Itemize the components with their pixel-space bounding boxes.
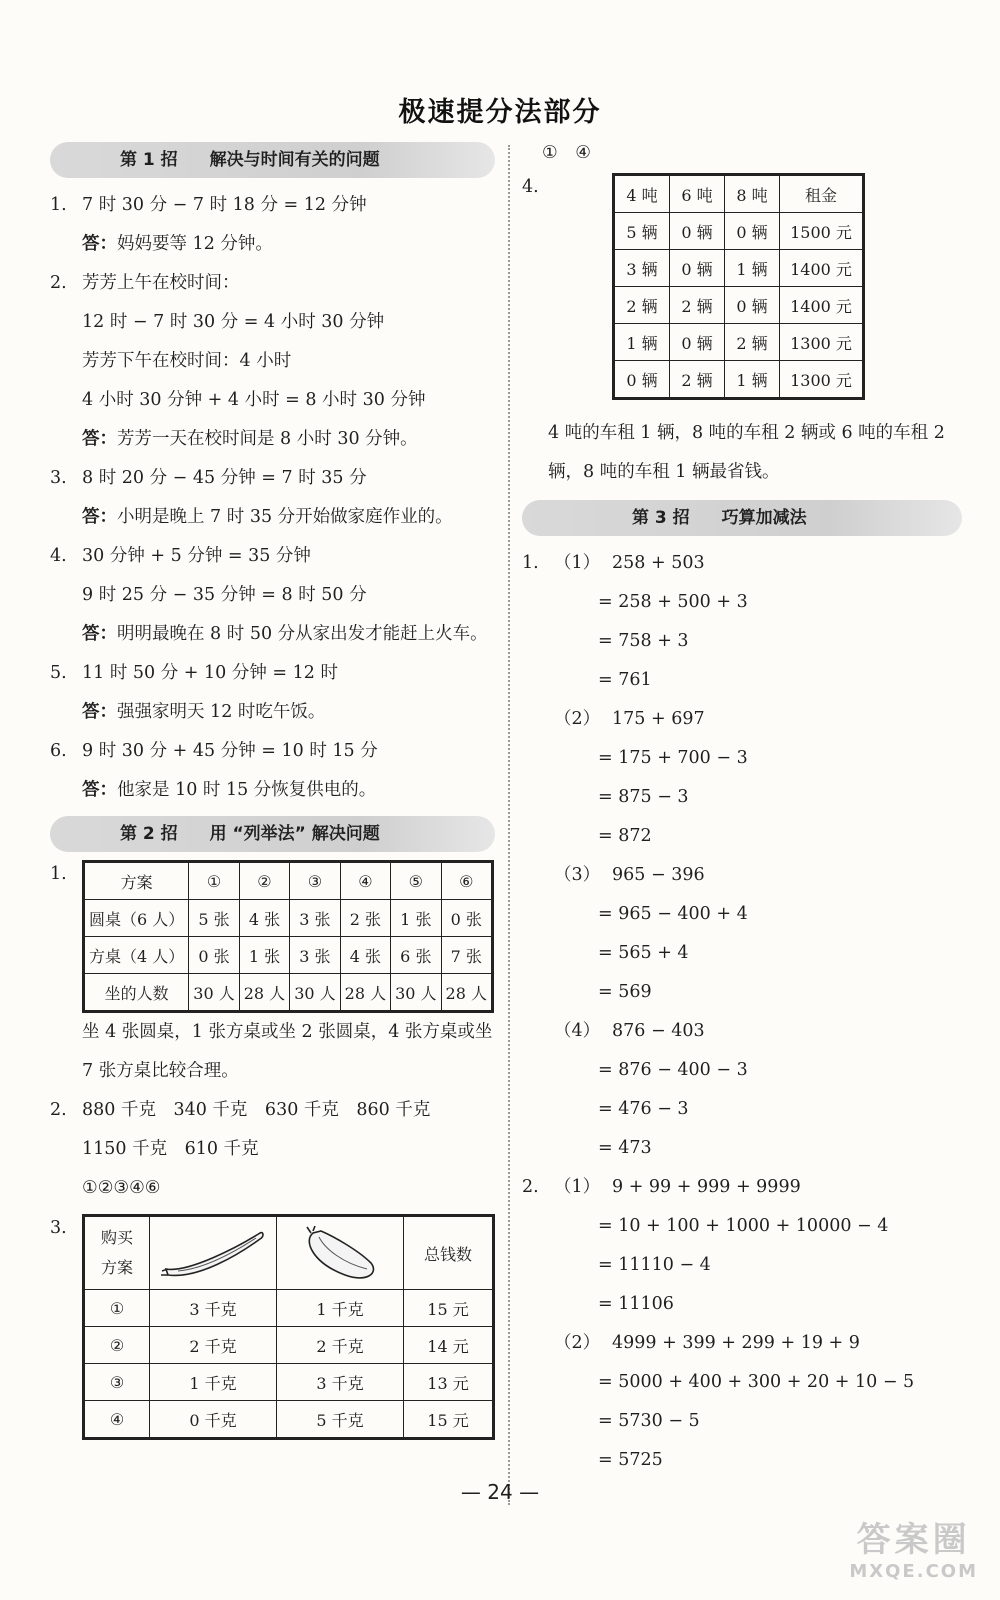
calc-step: = 758 + 3 — [598, 631, 689, 651]
table-cell: 0 千克 — [150, 1401, 277, 1439]
table-row — [614, 287, 864, 324]
table-cell: 1 辆 — [725, 361, 780, 399]
table-cell: 1 张 — [391, 900, 441, 937]
item-text: 芳芳上午在校时间： — [82, 273, 240, 293]
table-cell: 3 辆 — [614, 250, 670, 287]
table-cell: 1 辆 — [725, 250, 780, 287]
table-cell: 2 辆 — [725, 324, 780, 361]
item-number: 2. — [522, 1177, 539, 1197]
answer-prefix: 答： — [82, 507, 117, 527]
calc-step: = 5000 + 400 + 300 + 20 + 10 − 5 — [598, 1372, 915, 1392]
table-cell: 14 元 — [404, 1327, 494, 1364]
answer-text: 妈妈要等 12 分钟。 — [117, 234, 273, 254]
answer-text: 明明最晚在 8 时 50 分从家出发才能赶上火车。 — [117, 624, 488, 644]
answer-prefix: 答： — [82, 702, 117, 722]
table-cell: 2 千克 — [150, 1327, 277, 1364]
table-row — [84, 862, 493, 900]
item-number: 1. — [522, 553, 539, 573]
vegetable-table-rows — [84, 1290, 494, 1439]
calc-expression: 175 + 697 — [612, 709, 705, 729]
table-cell: 圆桌（6 人） — [84, 900, 189, 937]
table-row — [614, 324, 864, 361]
table-row — [84, 937, 493, 974]
section-label: 第 1 招 — [120, 150, 178, 170]
table-row — [614, 250, 864, 287]
table-cell: 7 张 — [441, 937, 492, 974]
table-cell: ⑤ — [391, 862, 441, 900]
truck-rental-table — [612, 173, 865, 400]
table-cell: ④ — [84, 1401, 150, 1439]
item-text: 8 时 20 分 − 45 分钟 = 7 时 35 分 — [82, 468, 367, 488]
vegetable-purchase-table — [82, 1214, 495, 1440]
calc-expression-line — [522, 1168, 962, 1207]
item-line — [50, 537, 495, 576]
item-line — [50, 654, 495, 693]
item-line: 12 时 − 7 时 30 分 = 4 小时 30 分钟 — [82, 312, 385, 332]
item-line — [50, 186, 495, 225]
table-cell: 5 千克 — [277, 1401, 404, 1439]
table-cell — [84, 1216, 150, 1290]
answer-line — [50, 693, 495, 732]
table-cell: 5 张 — [189, 900, 239, 937]
table-row — [84, 1327, 494, 1364]
table-cell: 15 元 — [404, 1290, 494, 1327]
q4-table-block — [522, 173, 962, 400]
calc-expression-line — [522, 700, 962, 739]
calc-expression: 876 − 403 — [612, 1021, 705, 1041]
table-row — [84, 974, 493, 1012]
table-cell: 2 辆 — [614, 287, 670, 324]
table-cell: 0 辆 — [725, 213, 780, 250]
table-cell: 0 辆 — [725, 287, 780, 324]
table-row — [614, 361, 864, 399]
calc-step: = 11106 — [598, 1294, 674, 1314]
calc-step: = 476 − 3 — [598, 1099, 689, 1119]
table-cell: 30 人 — [189, 974, 239, 1012]
table-cell: 5 辆 — [614, 213, 670, 250]
item-number: 5. — [50, 663, 67, 683]
q1-conclusion: 坐 4 张圆桌，1 张方桌或坐 2 张圆桌，4 张方桌或坐 7 张方桌比较合理。 — [82, 1022, 493, 1081]
answer-line — [50, 498, 495, 537]
column-divider — [508, 145, 510, 1505]
table-cell: 0 张 — [189, 937, 239, 974]
item-number: 2. — [50, 273, 67, 293]
table-cell: 28 人 — [441, 974, 492, 1012]
answer-prefix: 答： — [82, 234, 117, 254]
item-line — [50, 264, 495, 303]
table-row — [84, 1401, 494, 1439]
table-cell: 1300 元 — [780, 324, 864, 361]
watermark-url: MXQE.COM — [849, 1561, 978, 1582]
eggplant-icon — [295, 1223, 385, 1283]
answer-text: 强强家明天 12 时吃午饭。 — [117, 702, 326, 722]
table-cell: 1500 元 — [780, 213, 864, 250]
table-cell: 0 辆 — [614, 361, 670, 399]
table-cell: 2 辆 — [670, 361, 725, 399]
section-title: 解决与时间有关的问题 — [209, 150, 380, 170]
item-text: 30 分钟 + 5 分钟 = 35 分钟 — [82, 546, 311, 566]
table-cell: 28 人 — [239, 974, 289, 1012]
item-line — [50, 1091, 495, 1130]
item-number: 3. — [50, 468, 67, 488]
calc-expression-line — [522, 1012, 962, 1051]
item-number: 2. — [50, 1100, 67, 1120]
table-cell: ① — [189, 862, 239, 900]
answer-line — [50, 771, 495, 810]
table-cell: 4 吨 — [614, 175, 670, 213]
page-title: 极速提分法部分 — [398, 97, 602, 128]
answer-line — [50, 615, 495, 654]
table-cell: ② — [239, 862, 289, 900]
answer-text: 芳芳一天在校时间是 8 小时 30 分钟。 — [117, 429, 418, 449]
table-cell: ④ — [340, 862, 390, 900]
part-label: （3） — [554, 865, 601, 885]
table-cell: 坐的人数 — [84, 974, 189, 1012]
item-line — [50, 459, 495, 498]
item-number: 4. — [522, 177, 539, 197]
calc-step: = 10 + 100 + 1000 + 10000 − 4 — [598, 1216, 889, 1236]
part-label: （2） — [554, 1333, 601, 1353]
table-header-row — [84, 1216, 494, 1290]
calc-expression: 4999 + 399 + 299 + 19 + 9 — [612, 1333, 860, 1353]
calc-expression: 258 + 503 — [612, 553, 705, 573]
table-cell — [277, 1216, 404, 1290]
table-cell: ③ — [84, 1364, 150, 1401]
header-label: 购买 — [100, 1228, 133, 1247]
table-cell: 1400 元 — [780, 287, 864, 324]
watermark — [849, 1512, 978, 1582]
section-label: 第 3 招 — [632, 508, 690, 528]
table-cell: 30 人 — [391, 974, 441, 1012]
item-line: ①②③④⑥ — [82, 1178, 161, 1198]
table-cell: ⑥ — [441, 862, 492, 900]
table-cell: 0 辆 — [670, 213, 725, 250]
calc-step: = 565 + 4 — [598, 943, 689, 963]
answer-line — [50, 225, 495, 264]
calc-block — [522, 544, 962, 1480]
calc-step: = 761 — [598, 670, 652, 690]
calc-step: = 5725 — [598, 1450, 663, 1470]
table-cell: 15 元 — [404, 1401, 494, 1439]
item-number: 1. — [50, 195, 67, 215]
table-cell: 2 张 — [340, 900, 390, 937]
table-cell: 2 辆 — [670, 287, 725, 324]
calc-step: = 473 — [598, 1138, 652, 1158]
left-column — [50, 138, 495, 1440]
q4-conclusion: 4 吨的车租 1 辆，8 吨的车租 2 辆或 6 吨的车租 2 辆，8 吨的车租 1 辆最省钱。 — [548, 423, 945, 482]
calc-step: = 258 + 500 + 3 — [598, 592, 748, 612]
table-cell: ② — [84, 1327, 150, 1364]
calc-step: = 569 — [598, 982, 652, 1002]
item-line: 1150 千克 610 千克 — [82, 1139, 259, 1159]
table-cell: 2 千克 — [277, 1327, 404, 1364]
table-cell: 总钱数 — [404, 1216, 494, 1290]
item-line: 9 时 25 分 − 35 分钟 = 8 时 50 分 — [82, 585, 367, 605]
q3-table-block — [50, 1214, 495, 1440]
section-header-2 — [50, 816, 495, 852]
calc-step: = 875 − 3 — [598, 787, 689, 807]
answer-prefix: 答： — [82, 780, 117, 800]
table-cell: 3 张 — [290, 900, 340, 937]
table-row — [84, 1290, 494, 1327]
table-cell: 3 张 — [290, 937, 340, 974]
item-number: 3. — [50, 1218, 67, 1238]
calc-expression-line — [522, 856, 962, 895]
table-cell: 1300 元 — [780, 361, 864, 399]
item-text: 9 时 30 分 + 45 分钟 = 10 时 15 分 — [82, 741, 378, 761]
table-row — [614, 213, 864, 250]
calc-step: = 5730 − 5 — [598, 1411, 700, 1431]
answer-prefix: 答： — [82, 624, 117, 644]
seating-plan-table — [82, 860, 494, 1013]
table-cell: 0 辆 — [670, 324, 725, 361]
table-cell: 方案 — [84, 862, 189, 900]
calc-expression-line — [522, 544, 962, 583]
table-cell: 30 人 — [290, 974, 340, 1012]
page-number: — 24 — — [460, 1480, 540, 1504]
section-title: 巧算加减法 — [721, 508, 807, 528]
q2-block — [50, 1091, 495, 1208]
item-number: 6. — [50, 741, 67, 761]
table-cell: 1 张 — [239, 937, 289, 974]
item-line: 4 小时 30 分钟 + 4 小时 = 8 小时 30 分钟 — [82, 390, 426, 410]
item-line — [50, 732, 495, 771]
item-text: 11 时 50 分 + 10 分钟 = 12 时 — [82, 663, 338, 683]
calc-step: = 872 — [598, 826, 652, 846]
section1-items — [50, 186, 495, 810]
calc-step: = 965 − 400 + 4 — [598, 904, 748, 924]
calc-expression: 9 + 99 + 999 + 9999 — [612, 1177, 801, 1197]
table-cell: 0 辆 — [670, 250, 725, 287]
answer-prefix: 答： — [82, 429, 117, 449]
q1-table-block — [50, 860, 495, 1013]
part-label: （1） — [554, 553, 601, 573]
calc-expression: 965 − 396 — [612, 865, 705, 885]
right-column — [522, 134, 962, 1480]
item-number: 4. — [50, 546, 67, 566]
table-cell — [150, 1216, 277, 1290]
table-cell: 3 千克 — [277, 1364, 404, 1401]
table-cell: 1 千克 — [150, 1364, 277, 1401]
table-cell: 1 辆 — [614, 324, 670, 361]
answer-line — [50, 420, 495, 459]
cucumber-icon — [158, 1225, 268, 1281]
section-label: 第 2 招 — [120, 824, 178, 844]
table-cell: 8 吨 — [725, 175, 780, 213]
section-header-1 — [50, 142, 495, 178]
table-cell: 6 吨 — [670, 175, 725, 213]
table-row — [84, 1364, 494, 1401]
table-cell: ① — [84, 1290, 150, 1327]
item-line: 芳芳下午在校时间：4 小时 — [82, 351, 292, 371]
calc-step: = 175 + 700 − 3 — [598, 748, 748, 768]
part-label: （1） — [554, 1177, 601, 1197]
calc-expression-line — [522, 1324, 962, 1363]
table-cell: 租金 — [780, 175, 864, 213]
answer-text: 他家是 10 时 15 分恢复供电的。 — [117, 780, 377, 800]
table-cell: 28 人 — [340, 974, 390, 1012]
calc-step: = 876 − 400 − 3 — [598, 1060, 748, 1080]
part-label: （2） — [554, 709, 601, 729]
table-cell: 6 张 — [391, 937, 441, 974]
header-label: 方案 — [100, 1258, 133, 1277]
part-label: （4） — [554, 1021, 601, 1041]
watermark-text: 答案圈 — [856, 1520, 971, 1560]
table-cell: 3 千克 — [150, 1290, 277, 1327]
calc-step: = 11110 − 4 — [598, 1255, 711, 1275]
table-cell: 4 张 — [340, 937, 390, 974]
table-cell: 4 张 — [239, 900, 289, 937]
item-text: 880 千克 340 千克 630 千克 860 千克 — [82, 1100, 431, 1120]
table-row — [84, 900, 493, 937]
answer-text: 小明是晚上 7 时 35 分开始做家庭作业的。 — [117, 507, 453, 527]
item-text: 7 时 30 分 − 7 时 18 分 = 12 分钟 — [82, 195, 367, 215]
top-marks: ① ④ — [542, 143, 591, 163]
table-row — [614, 175, 864, 213]
table-cell: 13 元 — [404, 1364, 494, 1401]
table-cell: 1400 元 — [780, 250, 864, 287]
table-cell: ③ — [290, 862, 340, 900]
item-number: 1. — [50, 864, 67, 884]
section-header-3 — [522, 500, 962, 536]
table-cell: 0 张 — [441, 900, 492, 937]
section-title: 用 “列举法” 解决问题 — [209, 824, 380, 844]
table-cell: 1 千克 — [277, 1290, 404, 1327]
table-cell: 方桌（4 人） — [84, 937, 189, 974]
